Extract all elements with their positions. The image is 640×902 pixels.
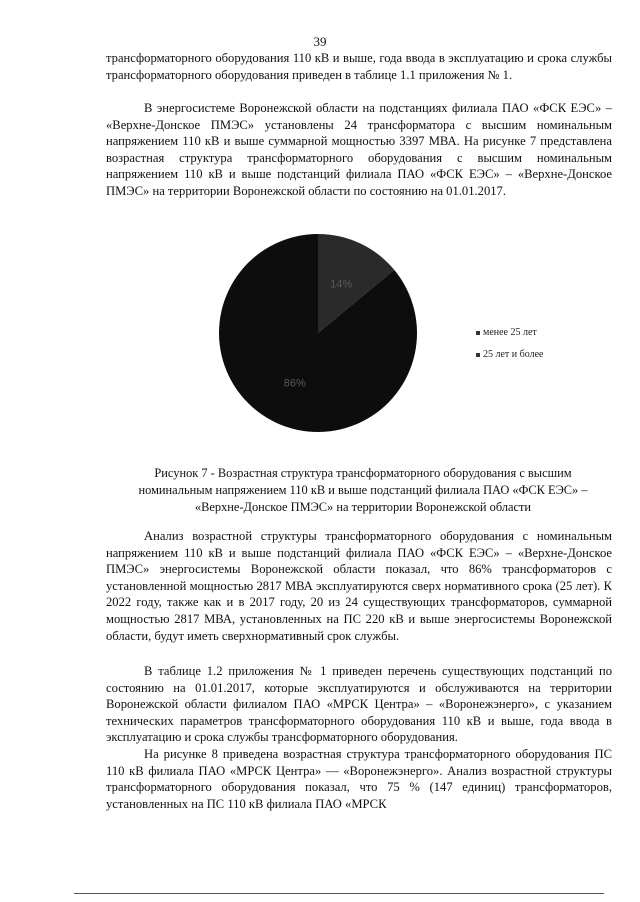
paragraph-fsk xyxy=(106,100,612,200)
paragraph-figure8 xyxy=(106,746,612,812)
footer-divider xyxy=(74,893,604,894)
paragraph-text: Анализ возрастной структуры трансформаторного оборудования с номинальным напряжением 110 кВ и выше подстанций филиала ПАО «ФСК ЕЭС» – «Верхне-Донское ПМЭС» энергосистемы Воронежской области показал, что 86% трансформаторов с установленной мощностью 2817 МВА эксплуатируются сверх нормативного срока (25 лет). К 2022 году, также как и в 2017 году, 20 из 24 существующих трансформаторов, суммарной мощностью 2817 МВА, установленных на ПС 220 кВ и выше энергосистемы Воронежской области, будут иметь сверхнормативный срок службы. xyxy=(106,529,612,643)
paragraph-table-ref xyxy=(106,663,612,746)
caption-line: Рисунок 7 - Возрастная структура трансформаторного оборудования с высшим xyxy=(154,466,572,480)
legend-label: 25 лет и более xyxy=(483,349,544,360)
paragraph-text: трансформаторного оборудования 110 кВ и выше, года ввода в эксплуатацию и срока службы трансформаторного оборудования приведен в таблице 1.1 приложения № 1. xyxy=(106,51,612,82)
paragraph-text: В таблице 1.2 приложения № 1 приведен перечень существующих подстанций по состоянию на 01.01.2017, которые эксплуатируются и обслуживаются на территории Воронежской области филиалом ПАО «МРСК Центра» – «Воронежэнерго», с указанием технических параметров трансформаторного оборудования 110 кВ и выше, года ввода в эксплуатацию и срока службы трансформаторного оборудования. xyxy=(106,664,612,745)
legend-swatch-icon xyxy=(476,353,480,357)
paragraph-text: На рисунке 8 приведена возрастная структура трансформаторного оборудования ПС 110 кВ филиала ПАО «МРСК Центра» — «Воронежэнерго». Анализ возрастной структуры трансформаторного оборудования показал, что 75 % (147 единиц) трансформаторов, установленных на ПС 110 кВ филиала ПАО «МРСК xyxy=(106,747,612,811)
legend-swatch-icon xyxy=(476,331,480,335)
caption-line: «Верхне-Донское ПМЭС» на территории Воронежской области xyxy=(194,499,532,514)
legend-item xyxy=(476,322,543,344)
pie-data-label: 14% xyxy=(330,278,353,291)
paragraph-analysis xyxy=(106,528,612,644)
legend-label: менее 25 лет xyxy=(483,327,537,338)
pie-chart-svg xyxy=(218,233,418,433)
paragraph-intro xyxy=(106,50,612,83)
pie-data-label: 86% xyxy=(283,377,306,390)
legend-item xyxy=(476,344,543,366)
figure-caption xyxy=(130,465,596,515)
page-number: 39 xyxy=(313,34,327,49)
pie-chart xyxy=(218,233,418,433)
caption-line: номинальным напряжением 110 кВ и выше подстанций филиала ПАО «ФСК ЕЭС» – xyxy=(138,482,588,497)
paragraph-text: В энергосистеме Воронежской области на подстанциях филиала ПАО «ФСК ЕЭС» – «Верхне-Донское ПМЭС» установлены 24 трансформатора с высшим номинальным напряжением 110 кВ и выше суммарной мощностью 3397 МВА. На рисунке 7 представлена возрастная структура трансформаторного оборудования с высшим номинальным напряжением 110 кВ и выше подстанций филиала ПАО «ФСК ЕЭС» – «Верхне-Донское ПМЭС» на территории Воронежской области по состоянию на 01.01.2017. xyxy=(106,101,612,198)
chart-legend xyxy=(476,322,543,366)
